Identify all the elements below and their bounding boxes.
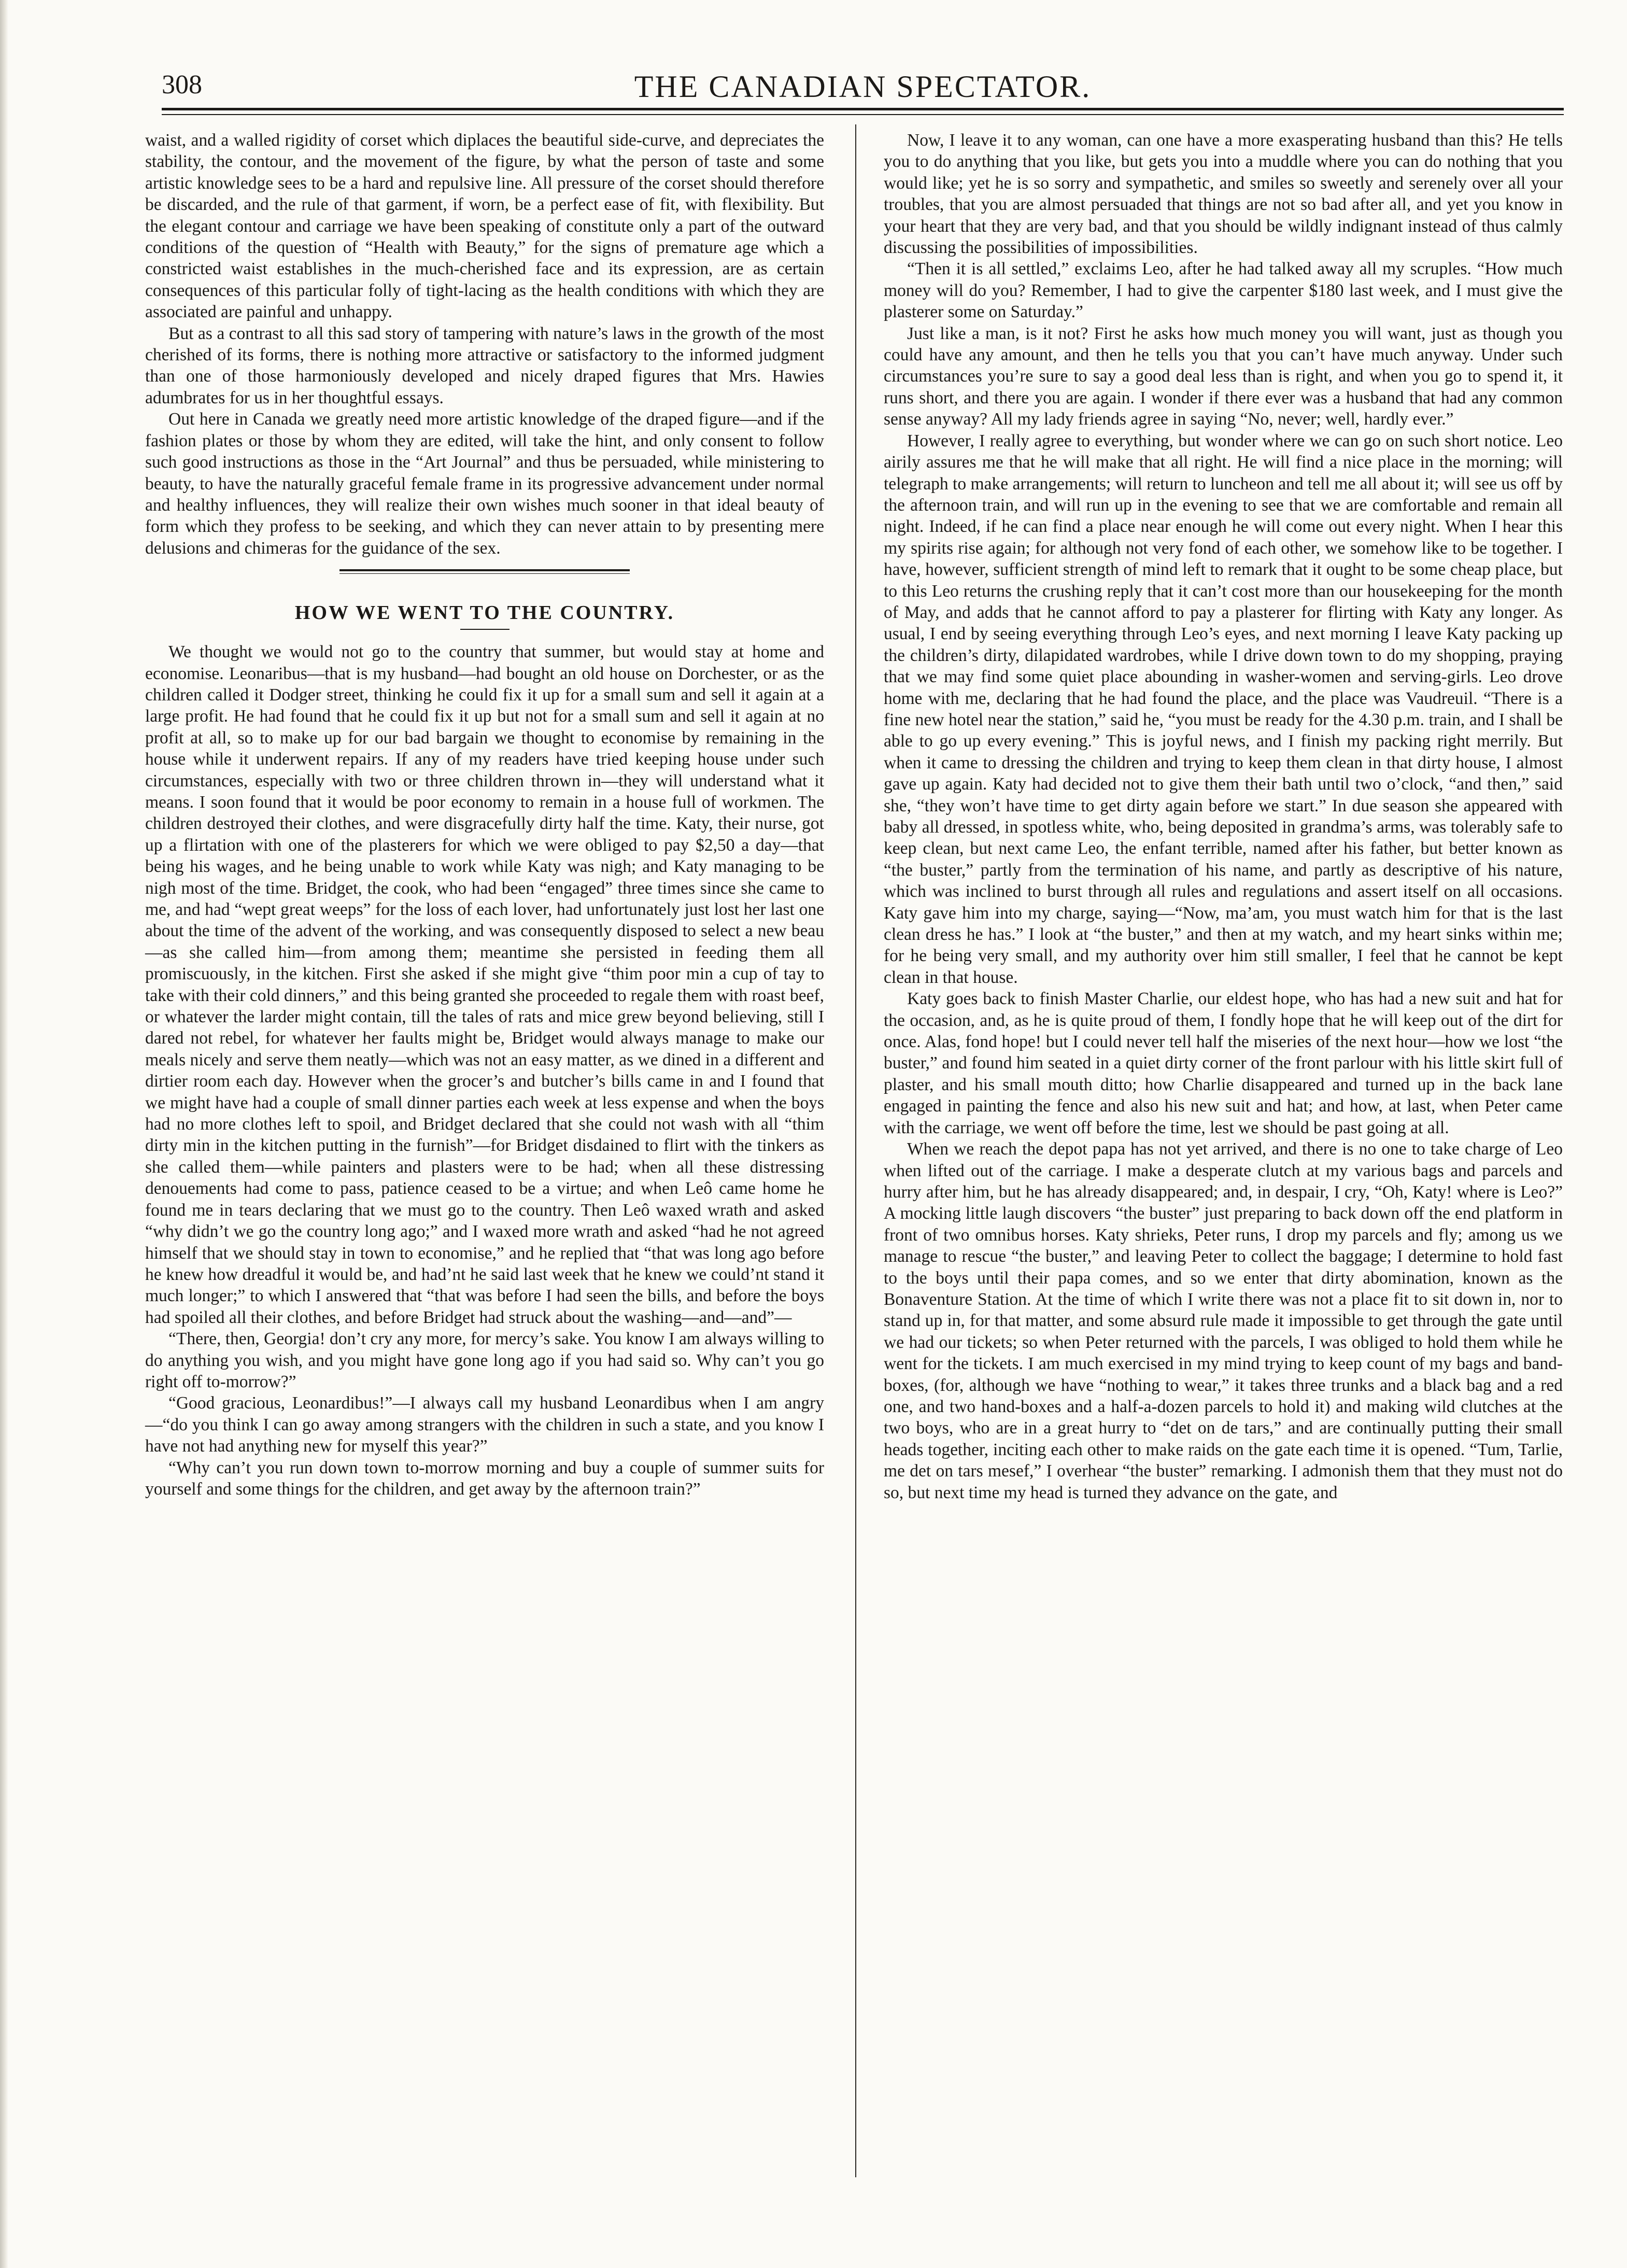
paragraph: Now, I leave it to any woman, can one have a more exasperating husband than this? He tells you to do anything that you like, but gets you into a muddle where you can do nothing that you would like; yet he is so sorry and sympathetic, and smiles so sweetly and serenely over all your troubles, that you are almost persuaded that things are not so bad after all, and yet you know in your heart that they are very bad, and that you should be wildly indignant instead of thus calmly discussing the possibilities of impossibilities. [884, 131, 1563, 258]
paragraph: “There, then, Georgia! don’t cry any more, for mercy’s sake. You know I am always willing to do anything you wish, and you might have gone long ago if you had said so. Why can’t you go right off to-morrow?” [145, 1329, 824, 1391]
paragraph: “Why can’t you run down town to-morrow morning and buy a couple of summer suits for yourself and some things for the children, and get away by the afternoon train?” [145, 1458, 824, 1499]
paragraph: But as a contrast to all this sad story of tampering with nature’s laws in the growth of the most cherished of its forms, there is nothing more attractive or satisfactory to the informed judgment than one of those harmoniously developed and nicely draped figures that Mrs. Hawies adumbrates for us in her thoughtful essays. [145, 323, 824, 407]
column-divider [855, 124, 856, 2177]
section-divider-thin [339, 573, 630, 574]
header-rule [162, 108, 1564, 110]
header-rule-thin [162, 114, 1564, 115]
right-column [884, 130, 1563, 1503]
paragraph: waist, and a walled rigidity of corset which diplaces the beautiful side-curve, and depreciates the stability, the contour, and the movement of the figure, by what the person of taste and some artistic knowledge sees to be a hard and repulsive line. All pressure of the corset should therefore be discarded, and the rule of that garment, if worn, be a perfect ease of fit, with flexibility. But the elegant contour and carriage we have been speaking of constitute only a part of the outward conditions of the question of “Health with Beauty,” for the signs of premature age which a constricted waist establishes in the much-cherished face and its expression, are as certain consequences of this particular folly of tight-lacing as the health conditions with which they are associated are painful and unhappy. [145, 131, 824, 322]
section-divider [339, 569, 630, 571]
paragraph: “Good gracious, Leonardibus!”—I always call my husband Leonardibus when I am angry—“do you think I can go away among strangers with the children in such a state, and you know I have not had anything new for myself this year?” [145, 1393, 824, 1456]
page-number: 308 [162, 70, 202, 100]
paragraph: We thought we would not go to the country that summer, but would stay at home and economise. Leonaribus—that is my husband—had bought an old house on Dorchester, or as the children called it Dodger street, thinking he could fix it up for a small sum and sell it again at a large profit. He had found that he could fix it up but not for a small sum and sell it again at no profit at all, so to make up for our bad bargain we thought to economise by remaining in the house while it underwent repairs. If any of my readers have tried keeping house under such circumstances, especially with two or three children thrown in—they will understand what it means. I soon found that it would be poor economy to remain in a house full of workmen. The children destroyed their clothes, and were disgracefully dirty half the time. Katy, their nurse, got up a flirtation with one of the plasterers for which we were obliged to pay $2,50 a day—that being his wages, and he being unable to work while Katy was nigh; and Katy managing to be nigh most of the time. Bridget, the cook, who had been “engaged” three times since she came to me, and had “wept great weeps” for the loss of each lover, had unfortunately just lost her last one about the time of the advent of the working, and was consequently disposed to select a new beau—as she called him—from among them; meantime she persisted in feeding them all promiscuously, in the kitchen. First she asked if she might give “thim poor min a cup of tay to take with their cold dinners,” and this being granted she proceeded to regale them with roast beef, or whatever the larder might contain, till the tales of rats and mice grew beyond believing, still I dared not rebel, for whatever her faults might be, Bridget would always manage to make our meals nicely and serve them neatly—which was not an easy matter, as we dined in a different and dirtier room each day. However when the grocer’s and butcher’s bills came in and I found that we might have had a couple of small dinner parties each week at less expense and when the boys had no more clothes left to spoil, and Bridget declared that she could not wash with all “thim dirty min in the kitchen putting in the furnish”—for Bridget disdained to flirt with the tinkers as she called them—while painters and plasters were to be had; when all these distressing denouements had come to pass, patience ceased to be a virtue; and when Leô came home he found me in tears declaring that we must go to the country. Then Leô waxed wrath and asked “why didn’t we go the country long ago;” and I waxed more wrath and asked “had he not agreed himself that we should stay in town to economise,” and he replied that “that was long ago before he knew how dreadful it would be, and had’nt he said last week that he knew we could’nt stand it much longer;” to which I answered that “that was before I had seen the bills, and before the boys had spoiled all their clothes, and before Bridget had struck about the washing—and—and”— [145, 642, 824, 1327]
page-edge [0, 0, 8, 2268]
page-header [162, 56, 1564, 118]
masthead-title: THE CANADIAN SPECTATOR. [634, 69, 1092, 104]
title-rule [460, 629, 510, 630]
section-title: HOW WE WENT TO THE COUNTRY. [294, 602, 675, 624]
paragraph: Just like a man, is it not? First he asks how much money you will want, just as though you could have any amount, and then he tells you that you can’t have much anyway. Under such circumstances you’re sure to say a good deal less than is right, and when you go to spend it, it runs short, and there you are again. I wonder if there ever was a husband that had any common sense anyway? All my lady friends agree in saying “No, never; well, hardly ever.” [884, 323, 1563, 429]
paragraph: However, I really agree to everything, but wonder where we can go on such short notice. Leo airily assures me that he will make that all right. He will find a nice place in the morning; will telegraph to make arrangements; will return to luncheon and tell me all about it; will see us off by the afternoon train, and will run up in the evening to see that we are comfortable and remain all night. Indeed, if he can find a place near enough he will come out every night. When I hear this my spirits rise again; for although not very fond of each other, we somehow like to be together. I have, however, sufficient strength of mind left to remark that it ought to be some cheap place, but to this Leo returns the crushing reply that it can’t cost more than our housekeeping for the month of May, and adds that he cannot afford to pay a plasterer for flirting with Katy any longer. As usual, I end by seeing everything through Leo’s eyes, and next morning I leave Katy packing up the children’s dirty, dilapidated wardrobes, while I drive down town to do my shopping, praying that we may find some quiet place abounding in washer-women and serving-girls. Leo drove home with me, declaring that he had found the place, and the place was Vaudreuil. “There is a fine new hotel near the station,” said he, “you must be ready for the 4.30 p.m. train, and I shall be able to go up every evening.” This is joyful news, and I finish my packing right merrily. But when it came to dressing the children and trying to keep them clean in that dirty house, I almost gave up again. Katy had decided not to give them their bath until two o’clock, “and then,” said she, “they won’t have time to get dirty again before we start.” In due season she appeared with baby all dressed, in spotless white, who, being deposited in grandma’s arms, was tolerably safe to keep clean, but next came Leo, the enfant terrible, named after his father, but better known as “the buster,” partly from the termination of his name, and partly as descriptive of his nature, which was inclined to burst through all rules and regulations and assert itself on all occasions. Katy gave him into my charge, saying—“Now, ma’am, you must watch him for that is the last clean dress he has.” I look at “the buster,” and then at my watch, and my heart sinks within me; for he being very small, and my authority over him still smaller, I feel that he cannot be kept clean in that house. [884, 431, 1563, 987]
paragraph: Out here in Canada we greatly need more artistic knowledge of the draped figure—and if the fashion plates or those by whom they are edited, will take the hint, and only consent to follow such good instructions as those in the “Art Journal” and thus be persuaded, while ministering to beauty, to have the naturally graceful female frame in its progressive advancement under normal and healthy influences, they will realize their own wishes much sooner in that ideal beauty of form which they profess to be seeking, and which they can never attain to by presenting mere delusions and chimeras for the guidance of the sex. [145, 410, 824, 558]
left-column [145, 130, 824, 1500]
paragraph: “Then it is all settled,” exclaims Leo, after he had talked away all my scruples. “How much money will do you? Remember, I had to give the carpenter $180 last week, and I must give the plasterer some on Saturday.” [884, 259, 1563, 322]
paragraph: When we reach the depot papa has not yet arrived, and there is no one to take charge of Leo when lifted out of the carriage. I make a desperate clutch at my various bags and parcels and hurry after him, but he has already disappeared; and, in despair, I cry, “Oh, Katy! where is Leo?” A mocking little laugh discovers “the buster” just preparing to back down off the end platform in front of two omnibus horses. Katy shrieks, Peter runs, I drop my parcels and fly; among us we manage to rescue “the buster,” and leaving Peter to collect the baggage; I determine to hold fast to the boys until their papa comes, and so we enter that dirty abomination, known as the Bonaventure Station. At the time of which I write there was not a place fit to sit down in, nor to stand up in, for that matter, and some absurd rule made it impossible to get through the gate until we had our tickets; so when Peter returned with the parcels, I was obliged to hold them while he went for the tickets. I am much exercised in my mind trying to keep count of my bags and band-boxes, (for, although we have “nothing to wear,” it takes three trunks and a black bag and a red one, and two hand-boxes and a half-a-dozen parcels to hold it) and making wild clutches at the two boys, who are in a great hurry to “det on de tars,” and are continually putting their small heads together, inciting each other to make raids on the gate each time it is opened. “Tum, Tarlie, me det on tars mesef,” I overhear “the buster” remarking. I admonish them that they must not do so, but next time my head is turned they advance on the gate, and [884, 1139, 1563, 1502]
paragraph: Katy goes back to finish Master Charlie, our eldest hope, who has had a new suit and hat for the occasion, and, as he is quite proud of them, I fondly hope that he will keep out of the dirt for once. Alas, fond hope! but I could never tell half the miseries of the next hour—how we lost “the buster,” and found him seated in a quiet dirty corner of the front parlour with his little skirt full of plaster, and his small mouth ditto; how Charlie disappeared and turned up in the back lane engaged in painting the fence and also his new suit and hat; and how, at last, when Peter came with the carriage, we went off before the time, lest we should be past going at all. [884, 989, 1563, 1137]
